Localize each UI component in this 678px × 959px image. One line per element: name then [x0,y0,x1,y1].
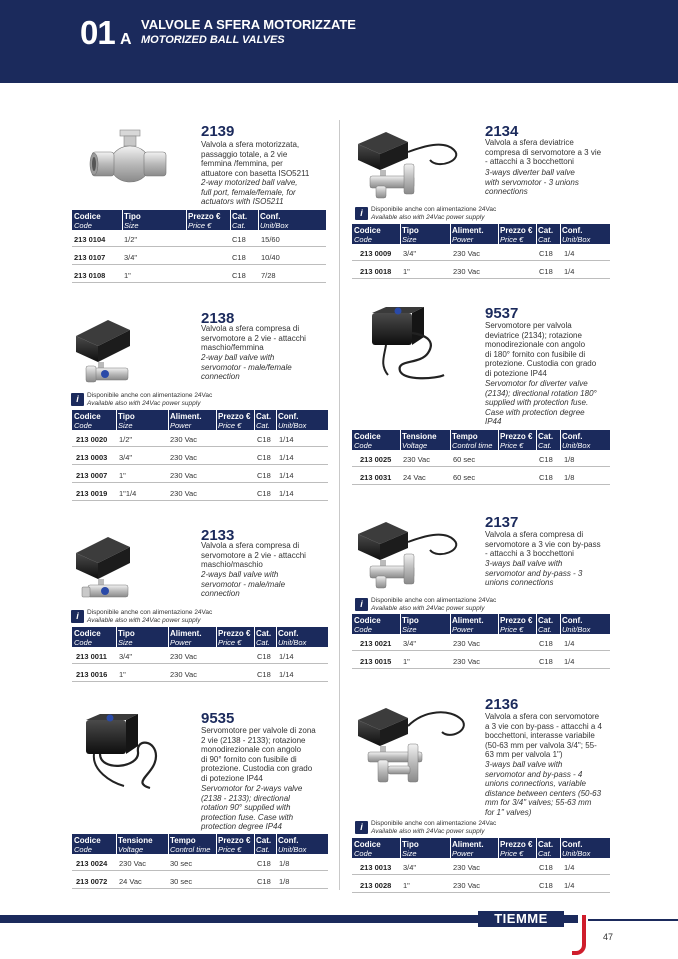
col-price: Prezzo € Price € [218,836,251,854]
product-description-it: Valvola a sfera motorizzata, passaggio totale, a 2 vie femmina /femmina, per attuatore con basetta ISO5211 [201,140,310,178]
table-row: 213 0007 1" 230 Vac C18 1/14 [72,466,328,483]
table-row: 213 0028 1" 230 Vac C18 1/4 [352,876,610,893]
product-code: 2139 [201,123,235,140]
col-code: Codice Code [74,836,101,854]
col-price: Prezzo € Price € [500,432,533,450]
table-row: 213 0009 3/4" 230 Vac C18 1/4 [352,244,610,261]
table-row: 213 0018 1" 230 Vac C18 1/4 [352,262,610,279]
table-row: 213 0019 1"1/4 230 Vac C18 1/14 [72,484,328,501]
diverter-valve-image [354,124,474,200]
col-price: Prezzo € Price € [500,840,533,858]
table-row: 213 0107 3/4" C18 10/40 [72,248,326,265]
col-price: Prezzo € Price € [218,412,251,430]
col-price: Prezzo € Price € [500,616,533,634]
column-divider [339,120,340,890]
table-row: 213 0003 3/4" 230 Vac C18 1/14 [72,448,328,465]
footer-line [588,919,678,921]
power-supply-note: i Disponibile anche con alimentazione 24Vac Available also with 24Vac power supply [355,597,555,613]
col-unit-box: Conf. Unit/Box [278,629,307,647]
product-description-en: 2-ways ball valve with servomotor - male/male connection [201,570,286,599]
page-number: 47 [603,932,614,942]
table-header [72,210,326,230]
col-unit-box: Conf. Unit/Box [260,212,289,230]
col-code: Codice Code [74,212,101,230]
info-icon: i [71,393,84,406]
col-size: Tipo Size [118,412,135,430]
product-code: 2138 [201,310,235,327]
table-header [352,430,610,450]
product-description-it: Valvola a sfera compresa di servomotore a 2 vie - attacchi maschio/femmina [201,324,306,353]
product-description-en: 3-ways diverter ball valve with servomotor - 3 unions connections [485,168,579,197]
page-header [0,0,678,83]
col-price: Prezzo € Price € [218,629,251,647]
col-unit-box: Conf. Unit/Box [562,840,591,858]
product-description-en: Servomotor for 2-ways valve (2138 - 2133); directional rotation 90° supplied with protection fuse. Case with protection degree IP44 [201,784,303,832]
section-title-en: MOTORIZED BALL VALVES [141,34,285,46]
product-description-en: 3-ways ball valve with servomotor and by-pass - 3 unions connections [485,559,583,588]
table-row: 213 0015 1" 230 Vac C18 1/4 [352,652,610,669]
col-voltage: Tensione Voltage [118,836,153,854]
col-size: Tipo Size [402,226,419,244]
product-2133 [72,525,328,685]
col-voltage: Tensione Voltage [402,432,437,450]
product-9537 [352,305,610,485]
col-price: Prezzo € Price € [188,212,221,230]
table-row: 213 0016 1" 230 Vac C18 1/14 [72,665,328,682]
product-description-it: Servomotore per valvola deviatrice (2134); rotazione monodirezionale con angolo di 180° fornito con fusibile di protezione. Custodia con grado di potezione IP44 [485,321,597,378]
col-cat: Cat. Cat. [538,226,554,244]
table-row: 213 0108 1" C18 7/28 [72,266,326,283]
table-row: 213 0025 230 Vac 60 sec C18 1/8 [352,450,610,467]
col-cat: Cat. Cat. [232,212,248,230]
footer-accent-curve [572,915,586,955]
col-control-time: Tempo Control time [452,432,493,450]
four-way-bypass-valve-image [354,700,474,784]
col-size: Tipo Size [402,840,419,858]
col-code: Codice Code [354,432,381,450]
section-number: 01 [80,14,115,51]
product-description-en: Servomotor for diverter valve (2134); directional rotation 180° supplied with protection fuse. Case with protection degree IP44 [485,379,597,427]
table-header [352,838,610,858]
product-description-en: 3-ways ball valve with servomotor and by-pass - 4 unions connections, variable distance between centers (50-63 mm for 3/4" valves; 55-63 mm for 1" valves) [485,760,602,817]
col-cat: Cat. Cat. [538,616,554,634]
product-code: 2136 [485,696,519,713]
power-supply-note: i Disponibile anche con alimentazione 24Vac Available also with 24Vac power supply [355,820,555,836]
col-power: Aliment. Power [170,629,202,647]
ball-valve-image [86,126,172,196]
col-code: Codice Code [74,629,101,647]
table-row: 213 0104 1/2" C18 15/60 [72,230,326,247]
col-power: Aliment. Power [170,412,202,430]
section-title-it: VALVOLE A SFERA MOTORIZZATE [141,17,356,32]
col-unit-box: Conf. Unit/Box [278,836,307,854]
product-description-it: Servomotore per valvole di zona 2 vie (2138 - 2133); rotazione monodirezionale con angolo di 90° fornito con fusibile di protezione. Custodia con grado di potezione IP44 [201,726,316,783]
col-price: Prezzo € Price € [500,226,533,244]
brand-logo: TIEMME [478,911,564,927]
product-2137 [352,512,610,672]
product-2134 [352,120,610,280]
product-description-it: Valvola a sfera con servomotore a 3 vie con by-pass - attacchi a 4 bocchettoni, interasse variabile (50-63 mm per valvola 3/4"; 55- 63 mm per valvola 1") [485,712,602,760]
table-header [72,627,328,647]
product-9535 [72,708,328,888]
product-code: 2137 [485,514,519,531]
table-row: 213 0031 24 Vac 60 sec C18 1/8 [352,468,610,485]
servomotor-image [80,712,170,792]
product-code: 9535 [201,710,235,727]
motorized-valve-image [72,529,138,605]
table-row: 213 0013 3/4" 230 Vac C18 1/4 [352,858,610,875]
col-power: Aliment. Power [452,226,484,244]
col-unit-box: Conf. Unit/Box [562,432,591,450]
table-header [72,410,328,430]
col-size: Tipo Size [118,629,135,647]
motorized-valve-image [72,312,138,388]
col-unit-box: Conf. Unit/Box [562,616,591,634]
col-cat: Cat. Cat. [256,412,272,430]
info-icon: i [355,821,368,834]
table-row: 213 0011 3/4" 230 Vac C18 1/14 [72,647,328,664]
col-cat: Cat. Cat. [538,840,554,858]
col-size: Tipo Size [124,212,141,230]
col-code: Codice Code [354,226,381,244]
col-control-time: Tempo Control time [170,836,211,854]
power-supply-note: i Disponibile anche con alimentazione 24Vac Available also with 24Vac power supply [71,609,271,625]
info-icon: i [71,610,84,623]
product-description-it: Valvola a sfera compresa di servomotore a 3 vie con by-pass - attacchi a 3 bocchettoni [485,530,601,559]
table-header [352,614,610,634]
product-code: 2134 [485,123,519,140]
col-cat: Cat. Cat. [538,432,554,450]
product-code: 9537 [485,305,519,322]
table-header [72,834,328,854]
col-code: Codice Code [74,412,101,430]
table-row: 213 0024 230 Vac 30 sec C18 1/8 [72,854,328,871]
section-letter: A [120,31,132,48]
info-icon: i [355,207,368,220]
product-description-en: 2-way motorized ball valve, full port, female/female, for actuators with ISO5211 [201,178,298,207]
product-2138 [72,308,328,498]
col-power: Aliment. Power [452,840,484,858]
power-supply-note: i Disponibile anche con alimentazione 24Vac Available also with 24Vac power supply [71,392,271,408]
col-unit-box: Conf. Unit/Box [562,226,591,244]
product-description-it: Valvola a sfera deviatrice compresa di servomotore a 3 vie - attacchi a 3 bocchettoni [485,138,602,167]
col-power: Aliment. Power [452,616,484,634]
product-2139 [76,120,328,280]
table-row: 213 0020 1/2" 230 Vac C18 1/14 [72,430,328,447]
servomotor-image [366,305,456,385]
table-header [352,224,610,244]
col-unit-box: Conf. Unit/Box [278,412,307,430]
bypass-valve-image [354,514,474,590]
col-code: Codice Code [354,840,381,858]
col-size: Tipo Size [402,616,419,634]
col-cat: Cat. Cat. [256,629,272,647]
col-cat: Cat. Cat. [256,836,272,854]
col-code: Codice Code [354,616,381,634]
power-supply-note: i Disponibile anche con alimentazione 24Vac Available also with 24Vac power supply [355,206,555,222]
table-row: 213 0072 24 Vac 30 sec C18 1/8 [72,872,328,889]
product-description-en: 2-way ball valve with servomotor - male/female connection [201,353,292,382]
info-icon: i [355,598,368,611]
product-code: 2133 [201,527,235,544]
product-2136 [352,696,610,896]
product-description-it: Valvola a sfera compresa di servomotore a 2 vie - attacchi maschio/maschio [201,541,306,570]
table-row: 213 0021 3/4" 230 Vac C18 1/4 [352,634,610,651]
